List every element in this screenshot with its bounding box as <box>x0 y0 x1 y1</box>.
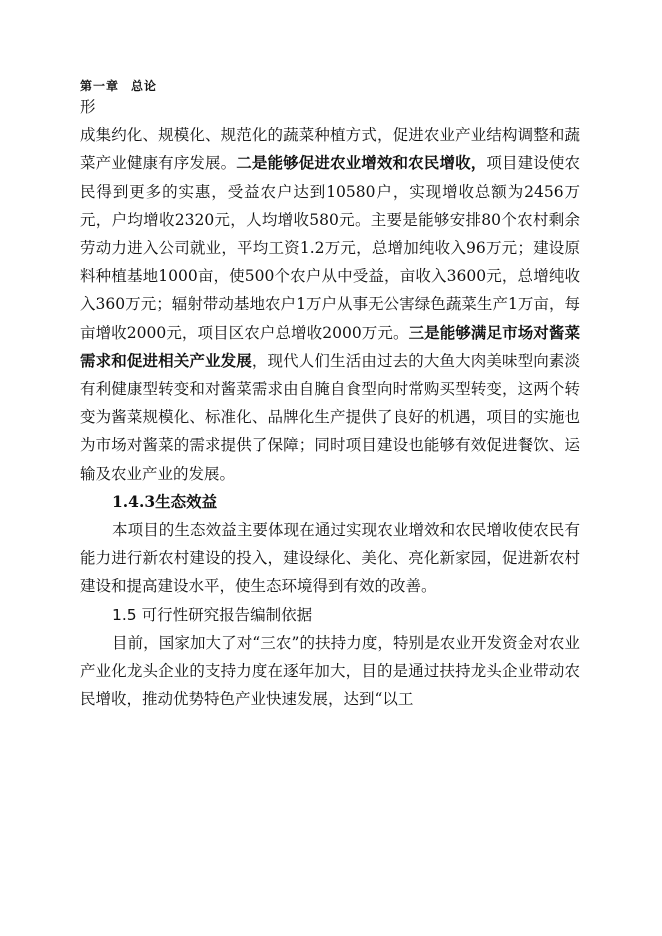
chapter-title: 总论 <box>131 79 158 93</box>
paragraph-text: 成集约化、规模化、规范化的蔬菜种植方式，促进农业产业结构调整和蔬菜产业健康有序发展。 <box>80 126 580 173</box>
body-text <box>80 93 580 713</box>
section-heading-report-basis: 1.5 可行性研究报告编制依据 <box>112 605 313 624</box>
paragraph-text: 项目建设使农民得到更多的实惠，受益农户达到10580户，实现增收总额为2456万元，户均增收2320元，人均增收580元。主要是能够安排80个农村剩余劳动力进入公司就业，平均工资1.2万元，总增加纯收入96万元；建设原料种植基地1000亩，使500个农户从中受益，亩收入3600元，总增纯收入360万元；辐射带动基地农户1万户从事无公害绿色蔬菜生产1万亩，每亩增收2000元，项目区农户总增收2000万元。 <box>80 154 580 342</box>
section-heading-ecological-benefit: 1.4.3生态效益 <box>112 491 218 511</box>
chapter-header <box>80 77 157 94</box>
carry-over-fragment: 形 <box>80 98 96 116</box>
paragraph-report-basis: 目前，国家加大了对“三农”的扶持力度，特别是农业开发资金对农业产业化龙头企业的支持力度在逐年加大，目的是通过扶持龙头企业带动农民增收，推动优势特色产业快速发展，达到“以工 <box>80 633 580 709</box>
paragraph-social-benefit <box>80 121 580 488</box>
paragraph-ecological-benefit: 本项目的生态效益主要体现在通过实现农业增效和农民增收使农民有能力进行新农村建设的投入，建设绿化、美化、亮化新家园，促进新农村建设和提高建设水平，使生态环境得到有效的改善。 <box>80 521 580 596</box>
emphasis-point-three: 三是能够满足市场对酱菜需求和促进相关产业发展 <box>80 322 580 370</box>
chapter-number: 第一章 <box>80 79 120 93</box>
emphasis-point-two: 二是能够促进农业增效和农民增收， <box>236 153 487 173</box>
paragraph-text: ，现代人们生活由过去的大鱼大肉美味型向素淡有利健康型转变和对酱菜需求由自腌自食型向时常购买型转变，这两个转变为酱菜规模化、标准化、品牌化生产提供了良好的机遇，项目的实施也为市场对酱菜的需求提供了保障；同时项目建设也能够有效促进餐饮、运输及农业产业的发展。 <box>80 351 580 483</box>
